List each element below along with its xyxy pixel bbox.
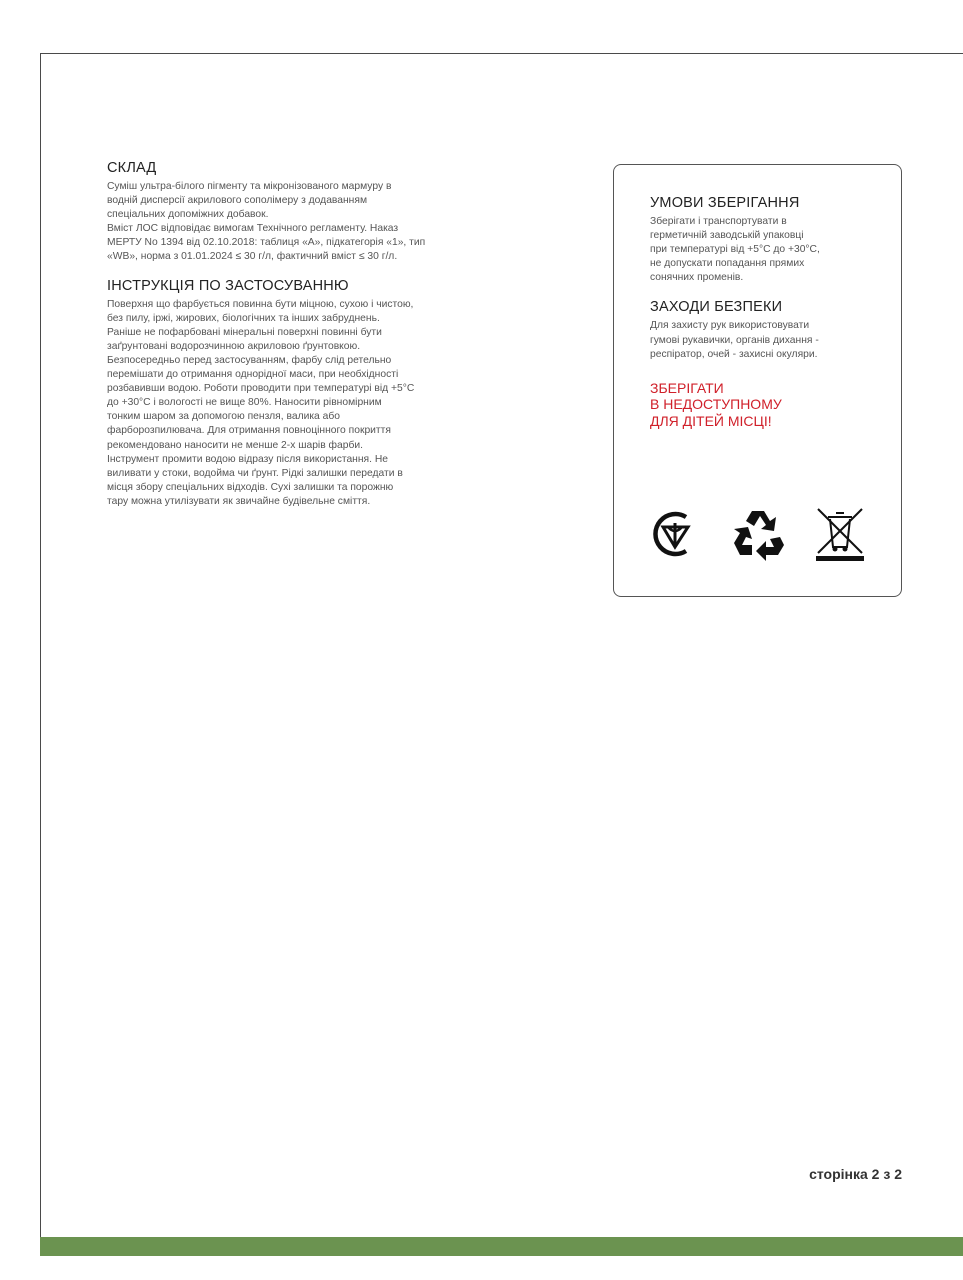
instructions-title: ІНСТРУКЦІЯ ПО ЗАСТОСУВАННЮ	[107, 277, 349, 294]
footer-accent-bar	[40, 1237, 963, 1256]
instructions-text: Поверхня що фарбується повинна бути міцною, сухою і чистою, без пилу, іржі, жирових, біологічних та інших забруднень. Раніше не пофарбовані мінеральні поверхні повинні бути заґрунтовані водорозчинною акриловою ґрунтовкою. Безпосередньо перед застосуванням, фарбу слід ретельно перемішати до отримання однорідної маси, при необхідності розбавивши водою. Роботи проводити при температурі від +5°C до +30°C і вологості не вище 80%. Наносити рівномірним тонким шаром за допомогою пензля, валика або фарборозпилювача. Для отримання повноцінного покриття рекомендовано наносити не менше 2-х шарів фарби. Інструмент промити водою відразу після використання. Не виливати у стоки, водойма чи ґрунт. Рідкі залишки передати в місця збору спеціальних відходів. Сухі залишки та порожню тару можна утилізувати як звичайне будівельне сміття.	[107, 298, 415, 507]
safety-title: ЗАХОДИ БЕЗПЕКИ	[650, 299, 783, 316]
composition-text: Суміш ультра-білого пігменту та мікронізованого мармуру в водній дисперсії акрилового сополімеру з додаванням спеціальних допоміжних добавок. Вміст ЛОС відповідає вимогам Технічного регламенту. Наказ МЕРТУ No 1394 від 02.10.2018: таблиця «А», підкатегорія «1», тип «WB», норма з 01.01.2024 ≤ 30 г/л, фактичний вміст ≤ 30 г/л.	[107, 181, 426, 263]
info-panel	[613, 164, 902, 597]
storage-text: Зберігати і транспортувати в герметичній заводській упаковці при температурі від +5°C до +30°C, не допускати попадання прямих сонячних променів.	[650, 216, 820, 284]
safety-section	[650, 299, 880, 361]
storage-title: УМОВИ ЗБЕРІГАННЯ	[650, 195, 800, 211]
composition-title: СКЛАД	[107, 160, 157, 176]
recycle-icon	[730, 507, 786, 561]
children-warning: ЗБЕРІГАТИ В НЕДОСТУПНОМУ ДЛЯ ДІТЕЙ МІСЦІ!	[650, 379, 782, 429]
ukrsepro-conformity-icon	[650, 509, 700, 559]
composition-section	[107, 160, 497, 265]
instructions-section	[107, 278, 497, 509]
certification-icons	[650, 505, 870, 565]
safety-text: Для захисту рук використовувати гумові рукавички, органів дихання - респіратор, очей - захисні окуляри.	[650, 320, 819, 360]
crossed-bin-icon	[814, 505, 866, 563]
left-column	[107, 160, 497, 509]
storage-section	[650, 195, 880, 285]
page-number: сторінка 2 з 2	[809, 1166, 902, 1182]
info-panel-content	[650, 195, 880, 429]
